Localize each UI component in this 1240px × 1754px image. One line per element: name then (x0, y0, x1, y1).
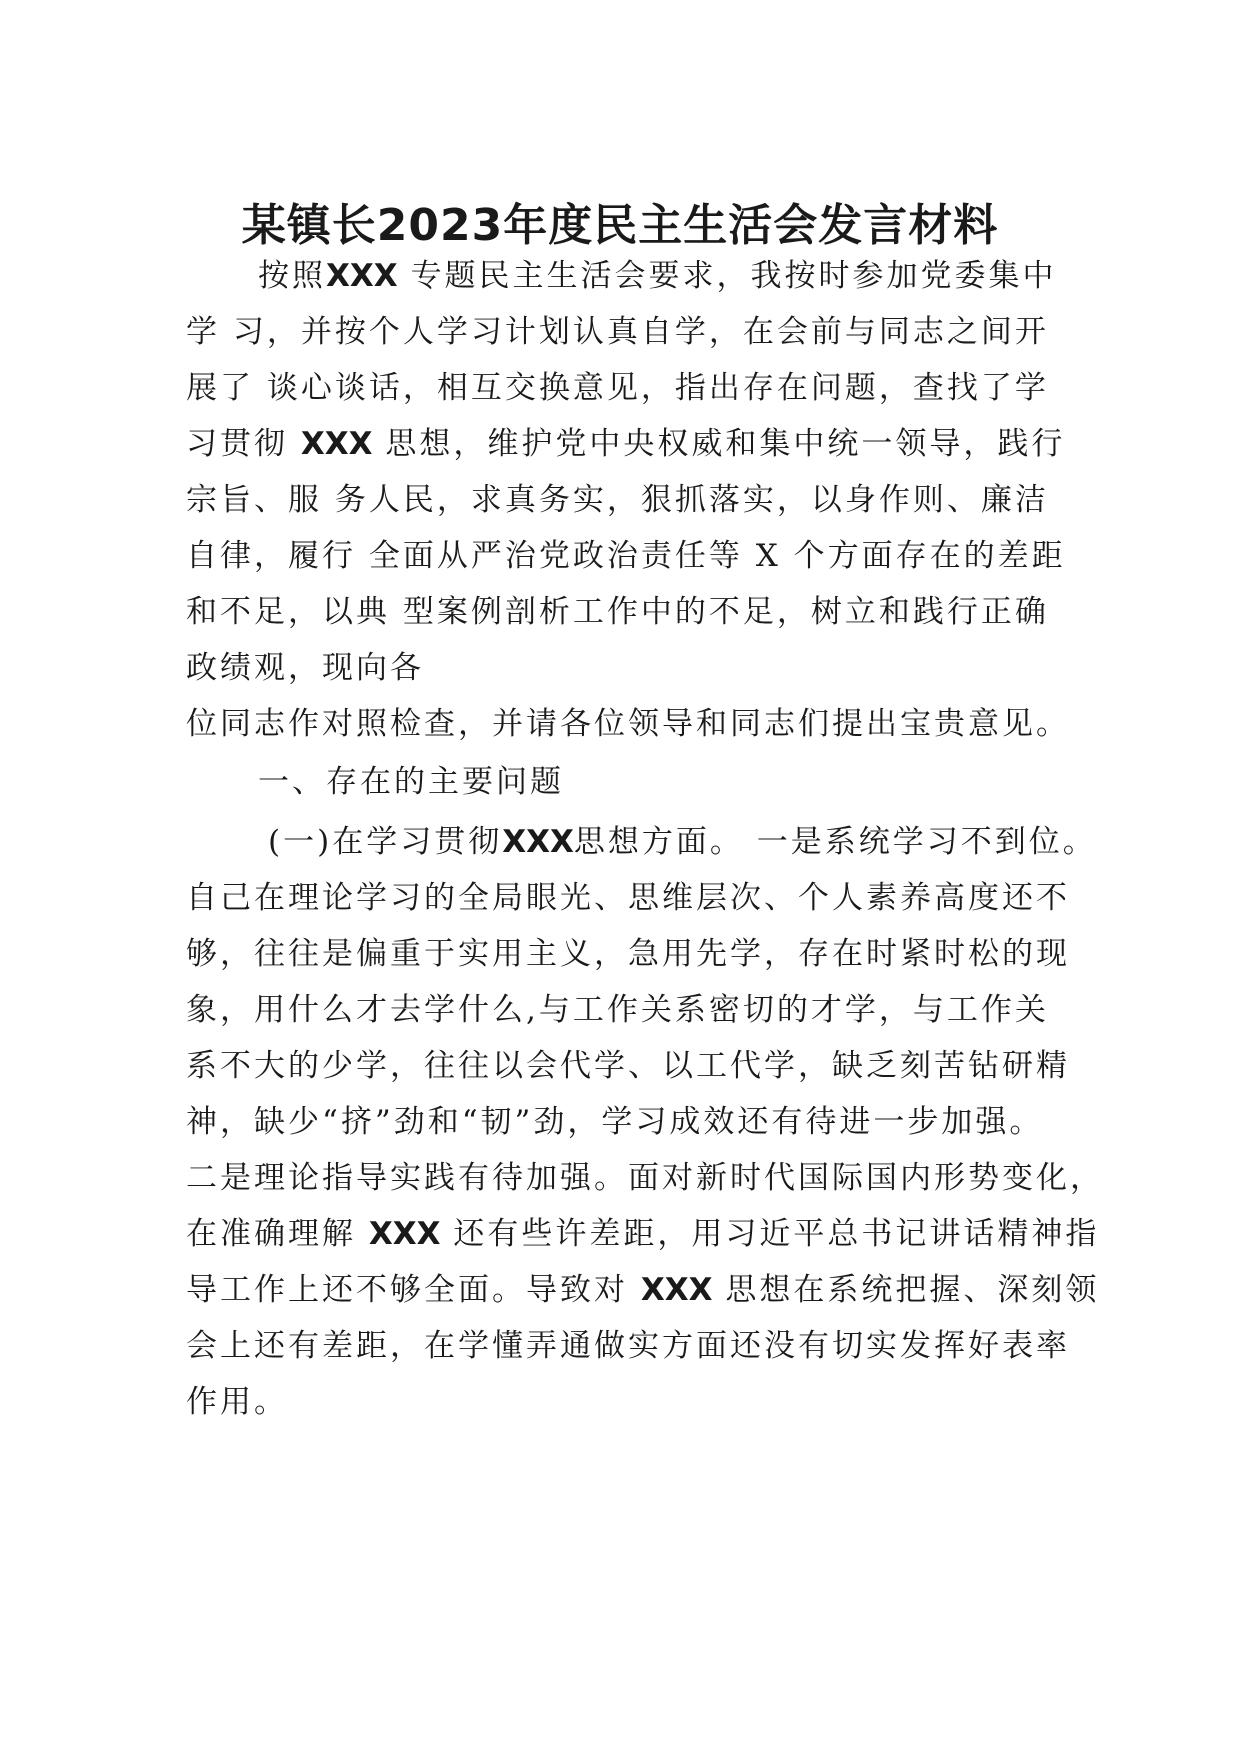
placeholder-text: XXX (300, 426, 373, 462)
intro-line (258, 256, 1057, 296)
intro-line (186, 536, 1066, 576)
text-segment: 宗旨、服 务人民，求真务实，狠抓落实，以身作则、廉洁 (186, 482, 1049, 518)
text-segment: 习贯彻 (186, 426, 301, 462)
text-segment: 按照 (258, 258, 326, 294)
text-segment: 学 习，并按个人学习计划认真自学，在会前与同志之间开 (186, 314, 1049, 350)
intro-line (186, 704, 1070, 744)
text-segment: 象，用什么才去学什么,与工作关系密切的才学，与工作关 (186, 992, 1049, 1028)
text-segment: 和不足，以典 型案例剖析工作中的不足，树立和践行正确 (186, 594, 1049, 630)
text-segment: 导工作上还不够全面。导致对 (186, 1272, 641, 1308)
placeholder-text: XXX (502, 824, 574, 860)
document-title: 某镇长2023年度民主生活会发言材料 (241, 200, 999, 251)
body-line (186, 1046, 1070, 1086)
intro-line (186, 648, 424, 688)
body-line (186, 1102, 1043, 1142)
intro-line (186, 312, 1049, 352)
intro-line (186, 368, 1049, 408)
text-segment: 够，往往是偏重于实用主义，急用先学，存在时紧时松的现 (186, 936, 1070, 972)
text-segment: 专题民主生活会要求，我按时参加党委集中 (410, 258, 1057, 294)
body-line (186, 990, 1049, 1030)
text-segment: 系不大的少学，往往以会代学、以工代学，缺乏刻苦钻研精 (186, 1048, 1070, 1084)
body-line (186, 878, 1070, 918)
placeholder-text: XXX (640, 1272, 713, 1308)
text-segment: 位同志作对照检查，并请各位领导和同志们提出宝贵意见。 (186, 706, 1070, 742)
text-segment: 二是理论指导实践有待加强。面对新时代国际国内形势变化， (186, 1160, 1104, 1196)
intro-line (186, 592, 1049, 632)
text-segment: 神，缺少“挤”劲和“韧”劲，学习成效还有待进一步加强。 (186, 1104, 1044, 1140)
section-heading: 一、存在的主要问题 (258, 764, 564, 800)
body-line (186, 1382, 288, 1422)
text-segment: 展了 谈心谈话，相互交换意见，指出存在问题，查找了学 (186, 370, 1049, 406)
body-line (186, 1326, 1070, 1366)
text-segment: 思想方面。 一是系统学习不到位。 (573, 824, 1097, 860)
text-segment: 政绩观，现向各 (186, 650, 424, 686)
text-segment: (一)在学习贯彻 (268, 824, 503, 860)
body-line (186, 1270, 1099, 1310)
text-segment: 会上还有差距，在学懂弄通做实方面还没有切实发挥好表率 (186, 1328, 1070, 1364)
placeholder-text: XXX (326, 258, 398, 294)
text-segment: 作用。 (186, 1384, 288, 1420)
text-segment: 还有些许差距，用习近平总书记讲话精神指 (440, 1216, 1100, 1252)
placeholder-text: XXX (368, 1216, 441, 1252)
text-segment: 自律，履行 全面从严治党政治责任等 X 个方面存在的差距 (186, 538, 1066, 574)
text-segment: 思想，维护党中央权威和集中统一领导，践行 (372, 426, 1066, 462)
intro-line (186, 424, 1065, 464)
text-segment: 思想在系统把握、深刻领 (712, 1272, 1100, 1308)
body-line (268, 822, 1097, 862)
body-line (186, 1158, 1104, 1198)
body-line (186, 1214, 1099, 1254)
body-line (186, 934, 1070, 974)
text-segment: 自己在理论学习的全局眼光、思维层次、个人素养高度还不 (186, 880, 1070, 916)
text-segment: 在准确理解 (186, 1216, 369, 1252)
intro-line (186, 480, 1049, 520)
